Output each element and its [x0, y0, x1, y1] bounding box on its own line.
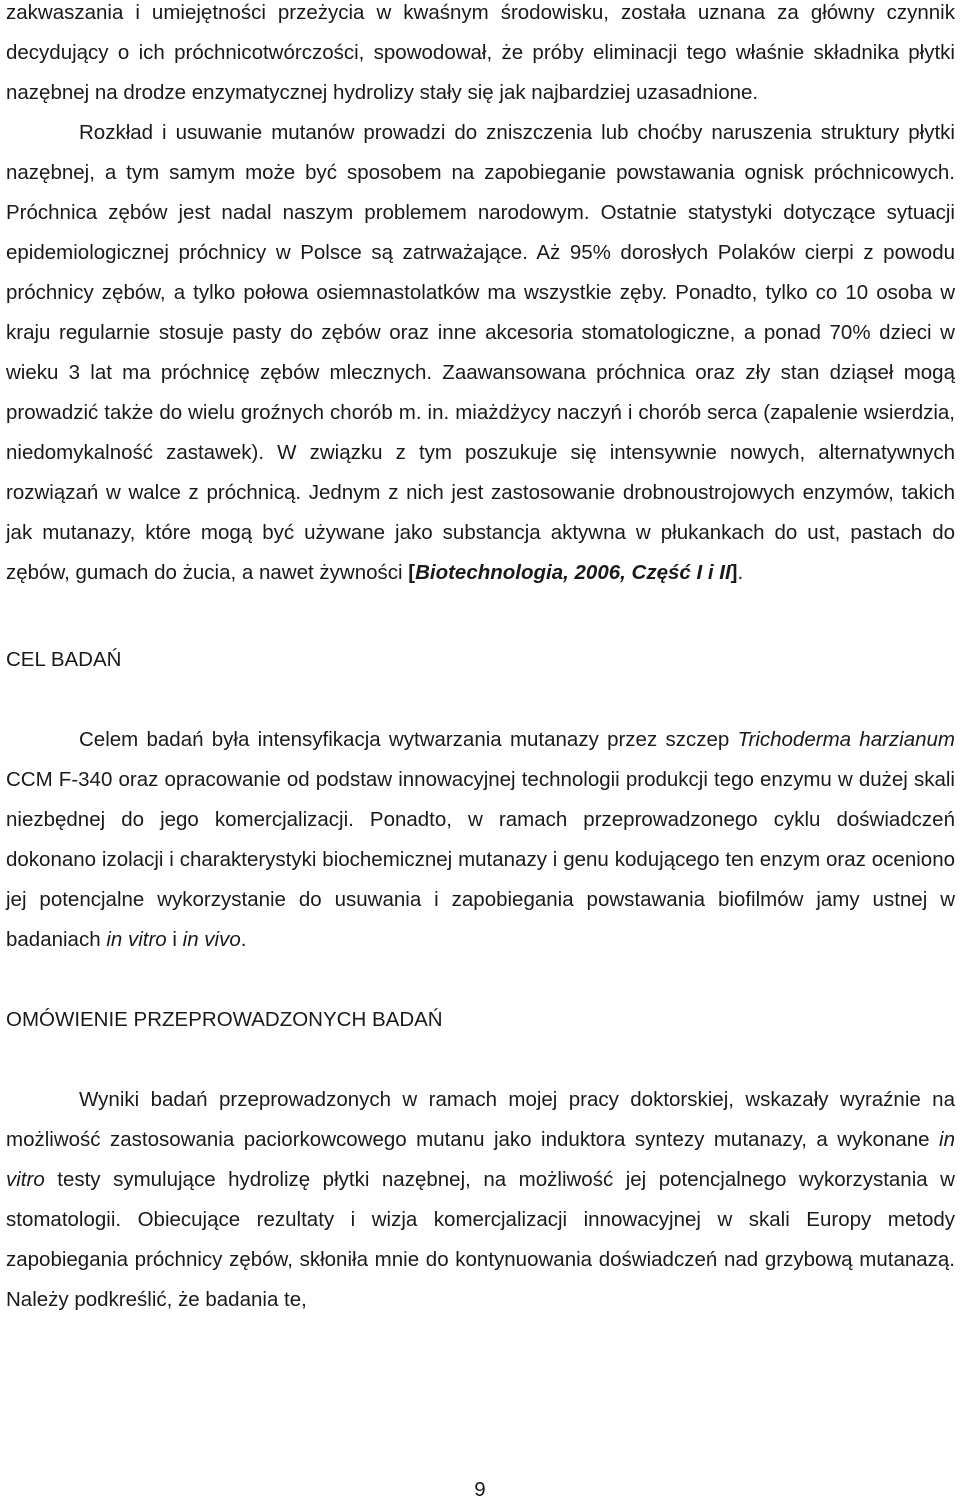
document-page	[6, 0, 955, 1320]
paragraph-cel-badan: Celem badań była intensyfikacja wytwarzania mutanazy przez szczep Trichoderma harzianum CCM F-340 oraz opracowanie od podstaw innowacyjnej technologii produkcji tego enzymu w dużej skali niezbędnej do jego komercjalizacji. Ponadto, w ramach przeprowadzonego cyklu doświadczeń dokonano izolacji i charakterystyki biochemicznej mutanazy i genu kodującego ten enzym oraz oceniono jej potencjalne wykorzystanie do usuwania i zapobiegania powstawania biofilmów jamy ustnej w badaniach in vitro i in vivo.	[6, 728, 956, 951]
paragraph-omowienie: Wyniki badań przeprowadzonych w ramach mojej pracy doktorskiej, wskazały wyraźnie na możliwość zastosowania paciorkowcowego mutanu jako induktora syntezy mutanazy, a wykonane in vitro testy symulujące hydrolizę płytki nazębnej, na możliwość jej potencjalnego wykorzystania w stomatologii. Obiecujące rezultaty i wizja komercjalizacji innowacyjnej w skali Europy metody zapobiegania próchnicy zębów, skłoniła mnie do kontynuowania doświadczeń nad grzybową mutanazą. Należy podkreślić, że badania te,	[6, 1088, 955, 1311]
paragraph-intro-continuation: zakwaszania i umiejętności przeżycia w kwaśnym środowisku, została uznana za główny czynnik decydujący o ich próchnicotwórczości, spowodował, że próby eliminacji tego właśnie składnika płytki nazębnej na drodze enzymatycznej hydrolizy stały się jak najbardziej uzasadnione.	[6, 1, 955, 104]
page-number: 9	[474, 1478, 486, 1501]
latin-term: in vitro	[106, 928, 167, 951]
citation: [Biotechnologia, 2006, Część I i II]	[408, 561, 738, 584]
latin-term: in vivo	[182, 928, 241, 951]
species-name: Trichoderma harzianum	[737, 728, 956, 751]
latin-term: in vitro	[6, 1128, 955, 1191]
citation-title: Biotechnologia, 2006, Część I i II	[415, 561, 731, 584]
section-heading-cel-badan: CEL BADAŃ	[6, 648, 122, 671]
section-heading-omowienie: OMÓWIENIE PRZEPROWADZONYCH BADAŃ	[6, 1008, 443, 1031]
paragraph-text: Rozkład i usuwanie mutanów prowadzi do zniszczenia lub choćby naruszenia struktury płytki nazębnej, a tym samym może być sposobem na zapobieganie powstawania ognisk próchnicowych. Próchnica zębów jest nadal naszym problemem narodowym. Ostatnie statystyki dotyczące sytuacji epidemiologicznej próchnicy w Polsce są zatrważające. Aż 95% dorosłych Polaków cierpi z powodu próchnicy zębów, a tylko połowa osiemnastolatków ma wszystkie zęby. Ponadto, tylko co 10 osoba w kraju regularnie stosuje pasty do zębów oraz inne akcesoria stomatologiczne, a ponad 70% dzieci w wieku 3 lat ma próchnicę zębów mlecznych. Zaawansowana próchnica oraz zły stan dziąseł mogą prowadzić także do wielu groźnych chorób m. in. miażdżycy naczyń i chorób serca (zapalenie wsierdzia, niedomykalność zastawek). W związku z tym poszukuje się intensywnie nowych, alternatywnych rozwiązań w walce z próchnicą. Jednym z nich jest zastosowanie drobnoustrojowych enzymów, takich jak mutanazy, które mogą być używane jako substancja aktywna w płukankach do ust, pastach do zębów, gumach do żucia, a nawet żywności	[6, 121, 955, 584]
paragraph-caries-problem: Rozkład i usuwanie mutanów prowadzi do zniszczenia lub choćby naruszenia struktury płytki nazębnej, a tym samym może być sposobem na zapobieganie powstawania ognisk próchnicowych. Próchnica zębów jest nadal naszym problemem narodowym. Ostatnie statystyki dotyczące sytuacji epidemiologicznej próchnicy w Polsce są zatrważające. Aż 95% dorosłych Polaków cierpi z powodu próchnicy zębów, a tylko połowa osiemnastolatków ma wszystkie zęby. Ponadto, tylko co 10 osoba w kraju regularnie stosuje pasty do zębów oraz inne akcesoria stomatologiczne, a ponad 70% dzieci w wieku 3 lat ma próchnicę zębów mlecznych. Zaawansowana próchnica oraz zły stan dziąseł mogą prowadzić także do wielu groźnych chorób m. in. miażdżycy naczyń i chorób serca (zapalenie wsierdzia, niedomykalność zastawek). W związku z tym poszukuje się intensywnie nowych, alternatywnych rozwiązań w walce z próchnicą. Jednym z nich jest zastosowanie drobnoustrojowych enzymów, takich jak mutanazy, które mogą być używane jako substancja aktywna w płukankach do ust, pastach do zębów, gumach do żucia, a nawet żywności [Biotechnologia, 2006, Część I i II].	[6, 121, 955, 584]
